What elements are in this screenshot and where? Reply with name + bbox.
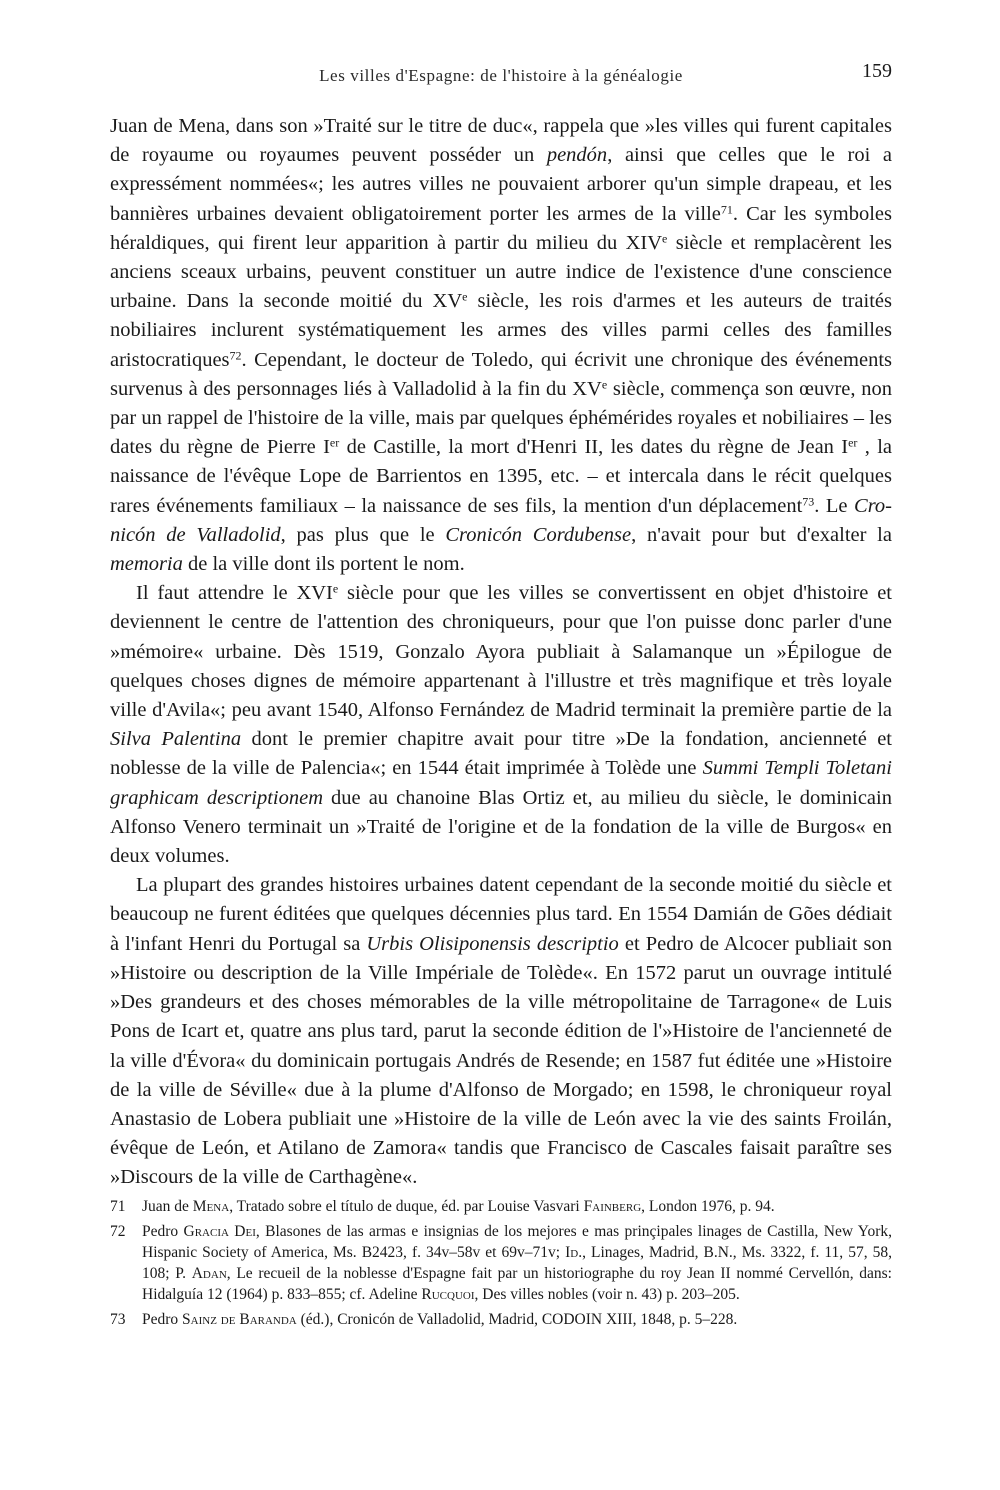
italic-text: Silva Palentina <box>110 728 242 751</box>
italic-text: memoria <box>110 553 183 576</box>
text-run: dont le premier chapitre avait pour titre »De la fondation, ancienneté et noblesse de la ville de Palencia«; en 1544 était imprimée à Tolède une <box>110 728 892 780</box>
author-name: Adan <box>191 1265 227 1282</box>
text-run: Juan de Mena, dans son »Traité sur le titre de duc«, rappela que »les villes qui furent capitales de royaume ou royaumes peuvent posséder un <box>110 115 892 167</box>
page-header <box>110 60 892 90</box>
text-run: Juan de <box>142 1198 193 1215</box>
text-run: et Pedro de Alcocer publiait son »Histoire ou description de la Ville Impériale de Tolède«. En 1572 parut un ouvrage intitulé »Des grandeurs et des choses mémorables de la ville métropolitaine de Tarragone« de Luis Pons de Icart et, quatre ans plus tard, parut la seconde édition de l'»Histoire de l'ancienneté de la ville d'Évora« du dominicain portugais Andrés de Resende; en 1587 fut éditée une »Histoire de la ville de Séville« due à la plume d'Alfonso de Morgado; en 1598, le chroniqueur royal Anastasio de Lobera publiait une »Histoire de la ville de León avec la vie des saints Froilán, évêque de León, et Atilano de Zamora« tandis que Francisco de Cascales faisait paraître ses »Discours de la ville de Carthagène«. <box>110 932 892 1189</box>
text-run: , Linages, Madrid, B.N., Ms. 3322, f. 11, 57, 58, 108; P. <box>142 1244 892 1282</box>
text-run: , la naissance de l'évêque Lope de Barrientos en 1395, etc. – et intercala dans le récit quelques rares événements familiaux – la naissance de ses fils, la mention d'un déplacement <box>110 436 892 517</box>
note-reference: e <box>332 581 339 596</box>
text-run: , London 1976, p. 94. <box>641 1198 775 1215</box>
author-name: Sainz de Baranda <box>182 1311 297 1328</box>
text-run: , Blasones de las armas e insignias de los mejores e mas prinçipales linages de Castilla, New York, Hispanic Society of America, Ms. B2423, f. 34v–58v et 69v–71v; <box>142 1223 892 1261</box>
text-run: . Car les symboles héraldiques, qui firent leur apparition à partir du milieu du XIV <box>110 202 892 254</box>
italic-text: Cronicón de Valladolid <box>110 494 892 546</box>
note-reference: er <box>329 435 340 450</box>
text-run: Pedro <box>142 1223 184 1240</box>
footnotes <box>110 1196 892 1334</box>
text-run: , Tratado sobre el título de duque, éd. par Louise Vasvari <box>229 1198 584 1215</box>
footnote <box>110 1221 892 1305</box>
text-run: , Des villes nobles (voir n. 43) p. 203–205. <box>474 1286 740 1303</box>
text-run: La plupart des grandes histoires urbaines datent cependant de la seconde moitié du siècle et beaucoup ne furent éditées que quelques décennies plus tard. En 1554 Damián de Gões dédiait à l'infant Henri du Portugal sa <box>110 874 892 955</box>
italic-text: Summi Templi Toletani graphicam descriptionem <box>110 757 892 809</box>
author-name: Fainberg <box>583 1198 642 1215</box>
footnote <box>110 1309 892 1330</box>
note-reference: e <box>462 289 468 304</box>
text-run: , ainsi que celles que le roi a expressément nommées«; les autres villes ne pouvaient arborer qu'un simple drapeau, et les bannières urbaines devaient obligatoirement porter les armes de la ville <box>110 144 892 225</box>
italic-text: Urbis Olisiponensis descriptio <box>366 932 619 955</box>
italic-text: pendón <box>546 144 608 167</box>
note-reference: e <box>601 377 608 392</box>
footnote-number: 71 <box>110 1198 126 1215</box>
text-run: siècle et remplacèrent les anciens sceaux urbains, peuvent constituer un autre indice de l'existence d'une conscience urbaine. Dans la seconde moitié du XV <box>110 231 893 313</box>
text-run: de Castille, la mort d'Henri II, les dates du règne de Jean I <box>339 436 849 459</box>
running-title: Les villes d'Espagne: de l'histoire à la généalogie <box>319 66 683 85</box>
page-number: 159 <box>862 60 892 82</box>
author-name: Id. <box>565 1244 583 1261</box>
footnote <box>110 1196 892 1217</box>
text-run: Il faut attendre le XVI <box>136 582 333 605</box>
paragraph <box>110 579 892 871</box>
footnote-number: 72 <box>110 1223 126 1240</box>
text-run: , pas plus que le <box>280 523 446 546</box>
paragraph <box>110 112 892 579</box>
author-name: Rucquoi <box>421 1286 475 1303</box>
note-reference: 73 <box>802 494 815 509</box>
body-text <box>110 112 892 1193</box>
text-run: de la ville dont ils portent le nom. <box>182 553 465 576</box>
text-run: due au chanoine Blas Ortiz et, au milieu du siècle, le dominicain Alfonso Venero terminait un »Traité de l'origine et de la fondation de la ville de Burgos« en deux volumes. <box>110 786 892 868</box>
text-run: siècle, les rois d'armes et les auteurs de traités nobiliaires inclurent systématiquement les armes des villes parmi celles des familles aristocratiques <box>110 290 892 371</box>
italic-text: Cronicón Cordubense <box>445 523 632 546</box>
text-run: . Cependant, le docteur de Toledo, qui écrivit une chronique des événements survenus à des personnages liés à Valladolid à la fin du XV <box>110 348 892 400</box>
text-run: siècle, commença son œuvre, non par un rappel de l'histoire de la ville, mais par quelques éphémérides royales et nobiliaires – les dates du règne de Pierre I <box>110 377 892 459</box>
footnote-text <box>142 1196 892 1217</box>
note-reference: er <box>848 435 858 450</box>
text-run: siècle pour que les villes se convertissent en objet d'histoire et deviennent le centre de l'attention des chroniqueurs, pour que l'on puisse donc parler d'une »mémoire« urbaine. Dès 1519, Gonzalo Ayora publiait à Salamanque un »Épilogue de quelques choses dignes de mémoire appartenant à l'illustre et très magnifique et très loyale ville d'Avila«; peu avant 1540, Alfonso Fernández de Madrid terminait la première partie de la <box>110 582 892 722</box>
text-run: , Le recueil de la noblesse d'Espagne fait par un historiographe du roy Jean II nommé Cervellón, dans: Hidalguía 12 (1964) p. 833–855; cf. Adeline <box>142 1265 892 1303</box>
author-name: Mena <box>192 1198 230 1215</box>
footnote-text <box>142 1309 892 1330</box>
text-run: (éd.), Cronicón de Valladolid, Madrid, CODOIN XIII, 1848, p. 5–228. <box>296 1311 738 1328</box>
text-run: , n'avait pour but d'exalter la <box>631 523 892 546</box>
paragraph <box>110 871 892 1192</box>
note-reference: 71 <box>720 202 733 217</box>
text-run: Pedro <box>142 1311 183 1328</box>
text-run: . Le <box>814 494 855 517</box>
author-name: Gracia Dei <box>183 1223 256 1240</box>
footnote-number: 73 <box>110 1311 126 1328</box>
note-reference: 72 <box>229 348 242 363</box>
footnote-text <box>142 1221 892 1305</box>
note-reference: e <box>662 231 668 246</box>
